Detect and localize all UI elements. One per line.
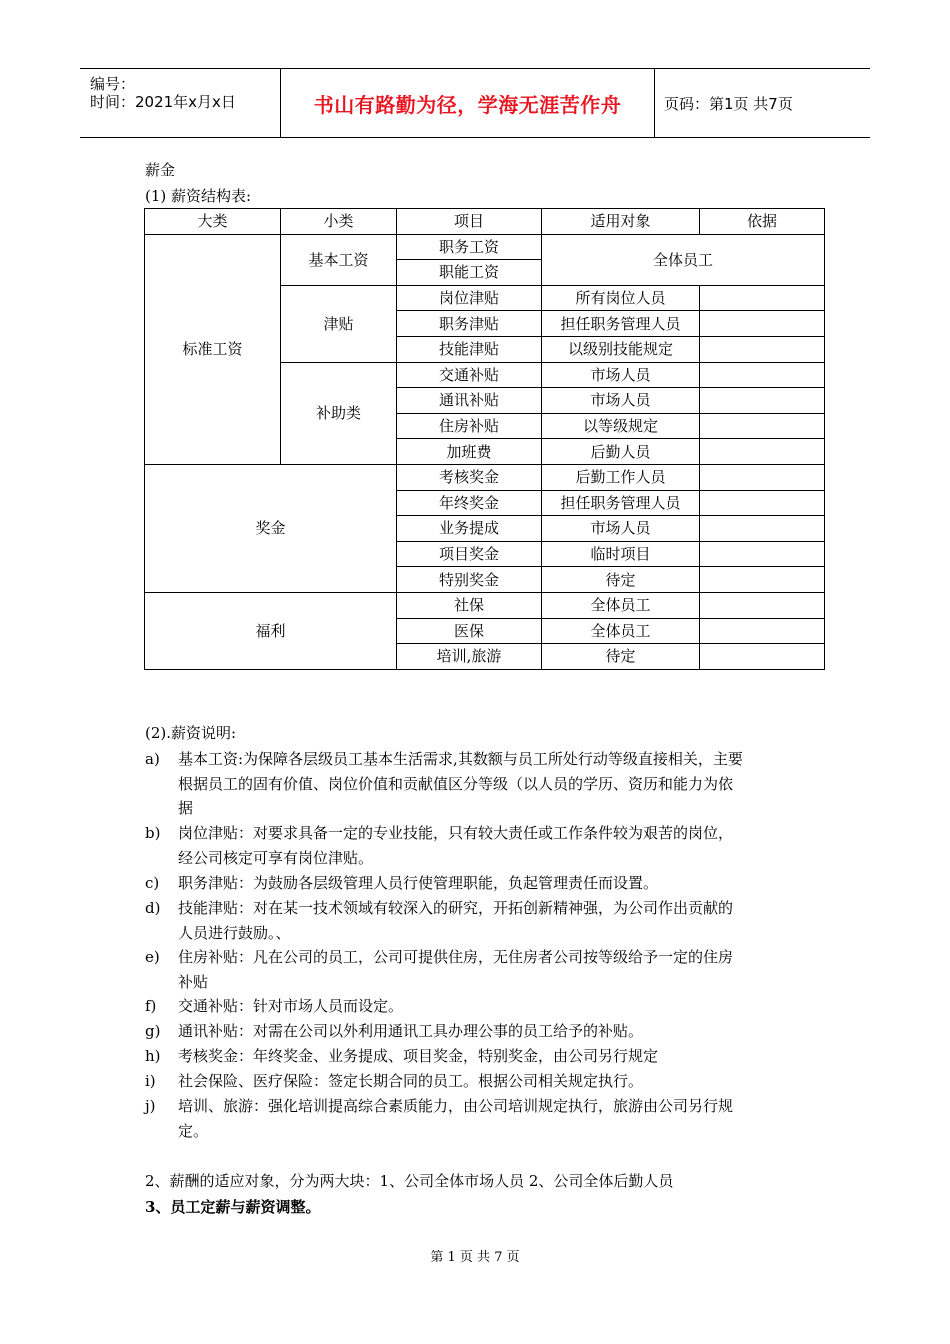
item-cell: 加班费	[397, 439, 542, 465]
list-item-label: e)	[145, 948, 160, 966]
text-line: 培训、旅游：强化培训提高综合素质能力，由公司培训规定执行，旅游由公司另行规	[178, 1097, 734, 1115]
subcategory-cell: 津贴	[281, 285, 397, 362]
item-cell: 考核奖金	[397, 464, 542, 490]
category-cell: 标准工资	[145, 234, 281, 464]
basis-cell	[700, 336, 825, 362]
basis-cell	[700, 439, 825, 465]
header-motto: 书山有路勤为径，学海无涯苦作舟	[313, 92, 622, 117]
item-cell: 技能津贴	[397, 336, 542, 362]
item-cell: 岗位津贴	[397, 285, 542, 311]
category-cell: 奖金	[145, 464, 397, 592]
list-item-label: i)	[145, 1072, 156, 1090]
text-line: 岗位津贴：对要求具备一定的专业技能，只有较大责任或工作条件较为艰苦的岗位，	[178, 824, 734, 842]
text-line: 根据员工的固有价值、岗位价值和贡献值区分等级（以人员的学历、资历和能力为依	[178, 774, 734, 793]
basis-cell	[700, 541, 825, 567]
section-title: 薪金	[145, 161, 176, 179]
target-cell: 市场人员	[542, 362, 700, 388]
item-cell: 通讯补贴	[397, 388, 542, 414]
subcategory-cell: 基本工资	[281, 234, 397, 285]
list-item-text	[178, 1044, 808, 1069]
list-item-text	[178, 1019, 808, 1044]
target-cell: 以级别技能规定	[542, 336, 700, 362]
text-line: 技能津贴：对在某一技术领域有较深入的研究，开拓创新精神强，为公司作出贡献的	[178, 899, 734, 917]
table-row	[145, 592, 825, 618]
target-cell: 市场人员	[542, 516, 700, 542]
list-item-label: j)	[145, 1097, 156, 1115]
item-cell: 职务津贴	[397, 311, 542, 337]
text-line: 定。	[178, 1121, 209, 1140]
item-cell: 培训,旅游	[397, 644, 542, 670]
basis-cell	[700, 516, 825, 542]
page-header	[80, 68, 870, 138]
target-cell: 全体员工	[542, 592, 700, 618]
basis-cell	[700, 388, 825, 414]
category-cell: 福利	[145, 592, 397, 669]
list-item-label: d)	[145, 899, 161, 917]
table-header-row	[145, 209, 825, 235]
header-number-label: 编号：	[90, 75, 136, 93]
item-cell: 项目奖金	[397, 541, 542, 567]
target-cell: 待定	[542, 567, 700, 593]
text-line: 职务津贴：为鼓励各层级管理人员行使管理职能，负起管理责任而设置。	[178, 874, 659, 892]
target-cell: 担任职务管理人员	[542, 490, 700, 516]
basis-cell	[700, 644, 825, 670]
basis-cell	[700, 413, 825, 439]
list-item-text	[178, 821, 808, 870]
target-cell: 临时项目	[542, 541, 700, 567]
header-meta	[80, 69, 280, 137]
list-item-label: c)	[145, 874, 160, 892]
subcategory-cell: 补助类	[281, 362, 397, 464]
text-line: 住房补贴：凡在公司的员工，公司可提供住房，无住房者公司按等级给予一定的住房	[178, 948, 734, 966]
item-cell: 特别奖金	[397, 567, 542, 593]
item-cell: 交通补贴	[397, 362, 542, 388]
basis-cell	[700, 311, 825, 337]
basis-cell	[700, 618, 825, 644]
header-date-label: 时间：2021年x月x日	[90, 93, 236, 111]
text-line: 基本工资:为保障各层级员工基本生活需求,其数额与员工所处行动等级直接相关，主要	[178, 750, 743, 768]
list-item-text	[178, 1069, 808, 1094]
header-cell: 项目	[397, 209, 542, 235]
text-line: 交通补贴：针对市场人员而设定。	[178, 997, 404, 1015]
target-cell: 市场人员	[542, 388, 700, 414]
list-item-label: f)	[145, 997, 157, 1015]
heading-salary-adjustment: 3、员工定薪与薪资调整。	[145, 1198, 321, 1216]
target-cell: 全体员工	[542, 234, 825, 285]
table-row	[145, 234, 825, 260]
basis-cell	[700, 464, 825, 490]
list-item-label: a)	[145, 750, 160, 768]
text-line: 补贴	[178, 972, 209, 991]
text-line: 社会保险、医疗保险：签定长期合同的员工。根据公司相关规定执行。	[178, 1072, 644, 1090]
text-line: 人员进行鼓励。、	[178, 923, 291, 942]
list-item-label: b)	[145, 824, 161, 842]
table-row	[145, 464, 825, 490]
text-line: 考核奖金：年终奖金、业务提成、项目奖金，特别奖金，由公司另行规定	[178, 1047, 659, 1065]
list-item-text	[178, 994, 808, 1019]
item-cell: 职能工资	[397, 260, 542, 286]
header-cell: 依据	[700, 209, 825, 235]
item-cell: 业务提成	[397, 516, 542, 542]
header-page-info: 页码：第1页 共7页	[664, 95, 793, 113]
target-cell: 后勤工作人员	[542, 464, 700, 490]
list-item-text	[178, 871, 808, 896]
target-cell: 全体员工	[542, 618, 700, 644]
paragraph-applicable-targets: 2、薪酬的适应对象，分为两大块：1、公司全体市场人员 2、公司全体后勤人员	[145, 1172, 674, 1190]
item-cell: 社保	[397, 592, 542, 618]
header-cell: 适用对象	[542, 209, 700, 235]
basis-cell	[700, 490, 825, 516]
list-item-text	[178, 896, 808, 945]
item-cell: 职务工资	[397, 234, 542, 260]
text-line: 据	[178, 799, 194, 817]
text-line: 通讯补贴：对需在公司以外利用通讯工具办理公事的员工给予的补贴。	[178, 1022, 644, 1040]
target-cell: 待定	[542, 644, 700, 670]
page-footer: 第 1 页 共 7 页	[430, 1250, 520, 1265]
text-line: 经公司核定可享有岗位津贴。	[178, 848, 374, 867]
header-cell: 大类	[145, 209, 281, 235]
basis-cell	[700, 362, 825, 388]
description-title: (2).薪资说明:	[145, 724, 237, 742]
item-cell: 医保	[397, 618, 542, 644]
list-item-text	[178, 945, 808, 994]
list-item-label: g)	[145, 1022, 161, 1040]
basis-cell	[700, 592, 825, 618]
item-cell: 年终奖金	[397, 490, 542, 516]
list-item-text	[178, 1094, 808, 1143]
target-cell: 所有岗位人员	[542, 285, 700, 311]
target-cell: 以等级规定	[542, 413, 700, 439]
target-cell: 后勤人员	[542, 439, 700, 465]
list-item-label: h)	[145, 1047, 161, 1065]
header-cell: 小类	[281, 209, 397, 235]
basis-cell	[700, 285, 825, 311]
table-title: (1) 薪资结构表:	[145, 187, 252, 205]
salary-structure-table	[144, 208, 825, 670]
target-cell: 担任职务管理人员	[542, 311, 700, 337]
header-divider	[654, 69, 655, 137]
item-cell: 住房补贴	[397, 413, 542, 439]
basis-cell	[700, 567, 825, 593]
list-item-text	[178, 747, 808, 821]
